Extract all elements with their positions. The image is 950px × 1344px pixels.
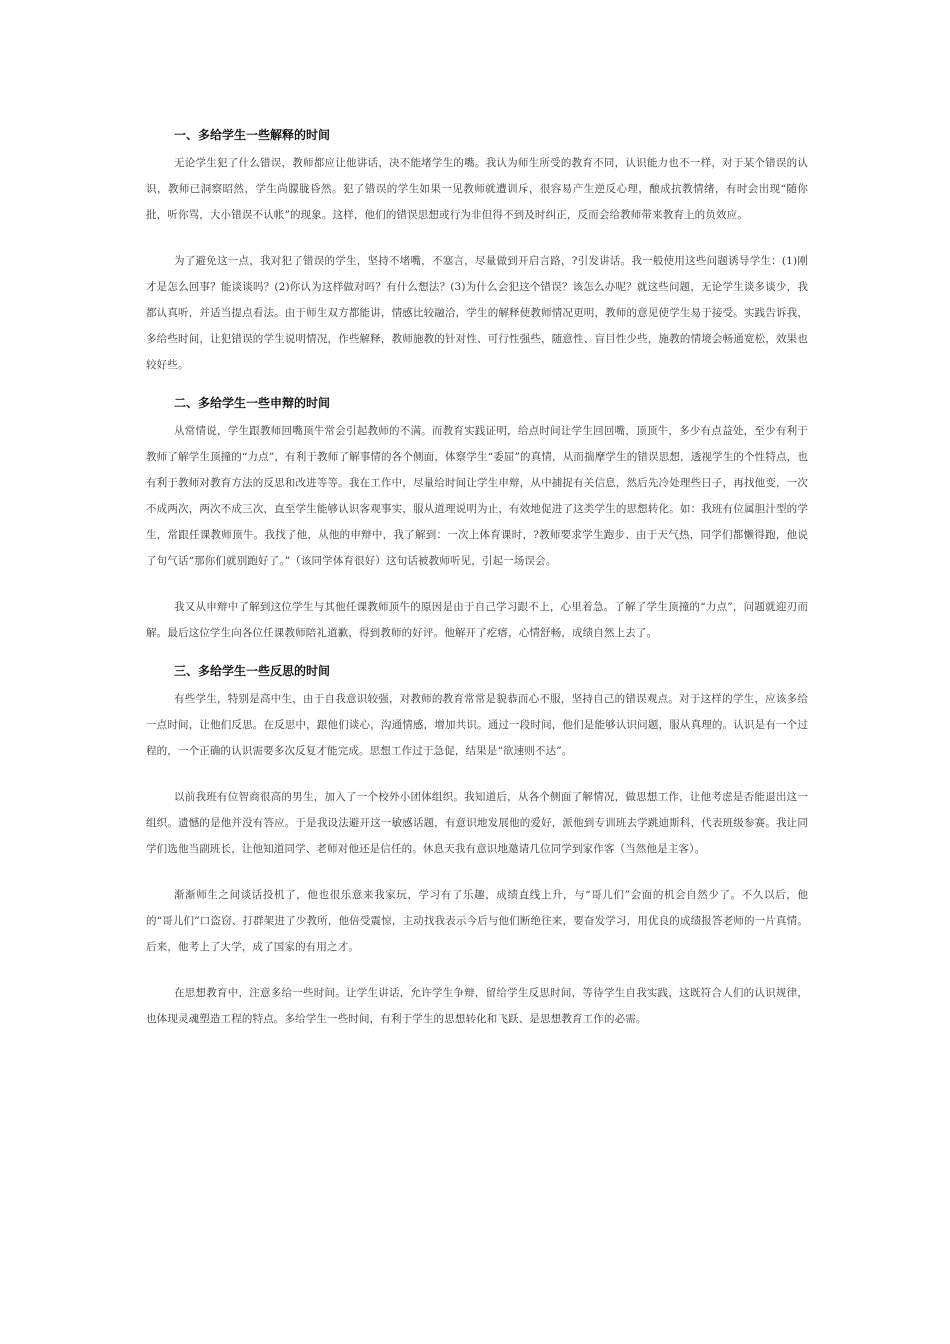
paragraph: 渐渐师生之间谈话投机了，他也很乐意来我家玩，学习有了乐趣，成绩直线上升，与“哥儿们”会面的机会自然少了。不久以后，他的“哥儿们”口盗窃、打群架进了少教所，他倍受震惊，主动找我表示今后与他们断绝往来，要奋发学习，用优良的成绩报答老师的一片真情。后来，他考上了大学，成了国家的有用之才。: [146, 889, 808, 953]
document-body: [146, 126, 808, 1032]
paragraph: 以前我班有位智商很高的男生，加入了一个校外小团体组织。我知道后，从各个侧面了解情况，做思想工作，让他考虑是否能退出这一组织。遗憾的是他并没有答应。于是我设法避开这一敏感话题，有意识地发展他的爱好，派他到专训班去学跳迪斯科，代表班级参赛。我让同学们选他当副班长，让他知道同学、老师对他还是信任的。休息天我有意识地邀请几位同学到家作客（当然他是主客）。: [146, 791, 808, 855]
section-reflect: [146, 662, 808, 1032]
paragraph: 在思想教育中，注意多给一些时间。让学生讲话，允许学生争辩，留给学生反思时间，等待学生自我实践，这既符合人们的认识规律，也体现灵魂塑造工程的特点。多给学生一些时间，有利于学生的思想转化和飞跃、是思想教育工作的必需。: [146, 987, 808, 1025]
section-heading: 一、多给学生一些解释的时间: [174, 128, 331, 142]
paragraph: 无论学生犯了什么错误，教师都应让他讲话，决不能堵学生的嘴。我认为师生所受的教育不同，认识能力也不一样，对于某个错误的认识，教师已洞察昭然，学生尚朦胧昏然。犯了错误的学生如果一见教师就遭训斥，很容易产生逆反心理，酿成抗教情绪，有时会出现“随你批，听你骂，大小错误不认帐”的现象。这样，他们的错误思想或行为非但得不到及时纠正，反而会给教师带来教育上的负效应。: [146, 157, 808, 221]
section-heading: 二、多给学生一些申辩的时间: [174, 396, 331, 410]
paragraph: 从常情说，学生跟教师回嘴顶牛常会引起教师的不满。而教育实践证明，给点时间让学生回回嘴，顶顶牛，多少有点益处，至少有利于教师了解学生顶撞的“力点”，有利于教师了解事情的各个侧面，体察学生“委屈”的真情，从而揣摩学生的错误思想，透视学生的个性特点，也有利于教师对教育方法的反思和改进等等。我在工作中，尽量给时间让学生申辩，从中捕捉有关信息，然后先冷处理些日子，再找他变，一次不成两次，两次不成三次，直至学生能够认识客观事实，服从道理说明为止，有效地促进了这类学生的思想转化。如：我班有位属胆汁型的学生，常跟任课教师顶牛。我找了他，从他的申辩中，我了解到：一次上体育课时，?教师要求学生跑步、由于天气热，同学们都懒得跑，他说了句气话“那你们就别跑好了。”（该同学体育很好）这句话被教师听见，引起一场误会。: [146, 425, 808, 567]
section-heading: 三、多给学生一些反思的时间: [174, 664, 331, 678]
paragraph: 我又从申辩中了解到这位学生与其他任课教师顶牛的原因是由于自己学习跟不上，心里着急。了解了学生顶撞的“力点”，问题就迎刃而解。最后这位学生向各位任课教师陪礼道歉，得到教师的好评。他解开了疙瘩，心情舒畅，成绩自然上去了。: [146, 601, 808, 639]
section-explain: [146, 126, 808, 378]
section-defend: [146, 394, 808, 646]
paragraph: 有些学生，特别是高中生，由于自我意识较强，对教师的教育常常是貌恭而心不服，坚持自己的错误观点。对于这样的学生，应该多给一点时间，让他们反思。在反思中，跟他们谈心，沟通情感，增加共识。通过一段时间，他们是能够认识问题，服从真理的。认识是有一个过程的，一个正确的认识需要多次反复才能完成。思想工作过于急促，结果是“欲速则不达”。: [146, 693, 808, 757]
paragraph: 为了避免这一点，我对犯了错误的学生，坚持不堵嘴，不塞言，尽量做到开启言路，?引发讲话。我一般使用这些问题诱导学生：(1)刚才是怎么回事？能谈谈吗？(2)你认为这样做对吗？有什么想法？(3)为什么会犯这个错误？该怎么办呢？就这些问题，无论学生谈多谈少，我都认真听，并适当提点看法。由于师生双方都能讲，情感比较融洽，学生的解释使教师情况更明，教师的意见使学生易于接受。实践告诉我，多给些时间，让犯错误的学生说明情况，作些解释，教师施教的针对性、可行性强些，随意性、盲目性少些，施教的情境会畅通宽松，效果也较好些。: [146, 255, 808, 371]
